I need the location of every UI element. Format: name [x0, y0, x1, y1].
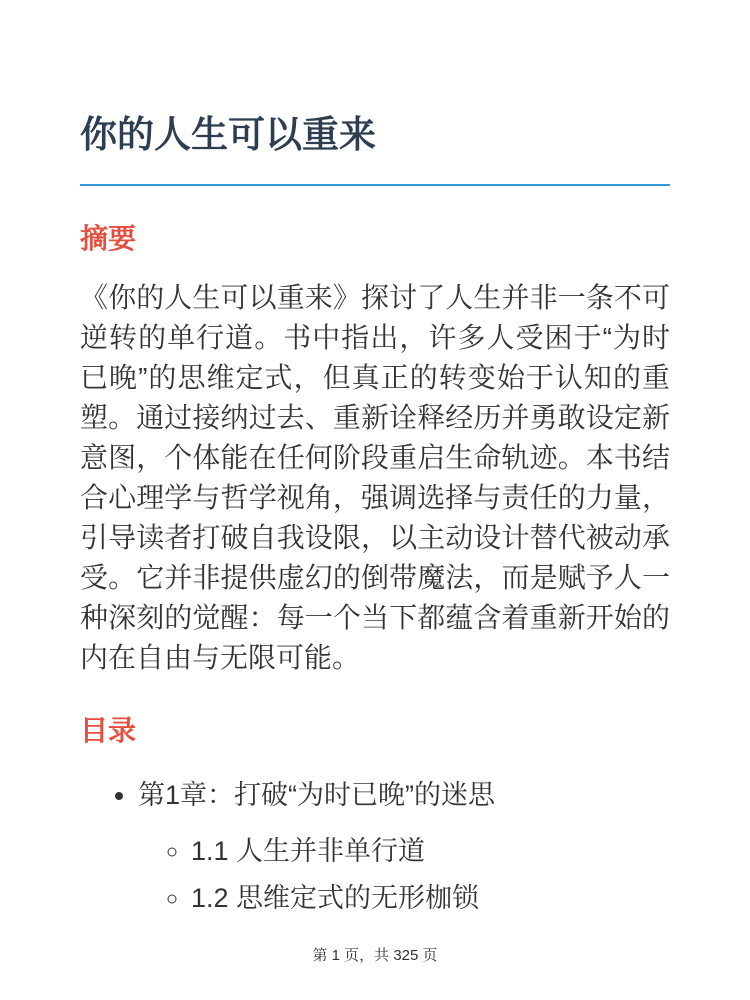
toc-chapter-label: 第1章：打破“为时已晚”的迷思 [138, 780, 495, 810]
summary-heading: 摘要 [80, 223, 137, 254]
toc-heading: 目录 [80, 715, 137, 746]
toc-chapter-item [138, 776, 670, 917]
toc-section-item: ◦ 1.2 思维定式的无形枷锁 [191, 879, 670, 917]
toc-list [80, 776, 670, 917]
toc-sublist [138, 832, 670, 917]
summary-paragraph: 《你的人生可以重来》探讨了人生并非一条不可逆转的单行道。书中指出，许多人受困于“为时已晚”的思维定式，但真正的转变始于认知的重塑。通过接纳过去、重新诠释经历并勇敢设定新意图，个体能在任何阶段重启生命轨迹。本书结合心理学与哲学视角，强调选择与责任的力量，引导读者打破自我设限，以主动设计替代被动承受。它并非提供虚幻的倒带魔法，而是赋予人一种深刻的觉醒：每一个当下都蕴含着重新开始的内在自由与无限可能。 [80, 282, 670, 673]
page-number-indicator: 第 1 页，共 325 页 [312, 947, 438, 964]
toc-section-item: ◦ 1.1 人生并非单行道 [191, 832, 670, 870]
page-title: 你的人生可以重来 [80, 112, 670, 186]
